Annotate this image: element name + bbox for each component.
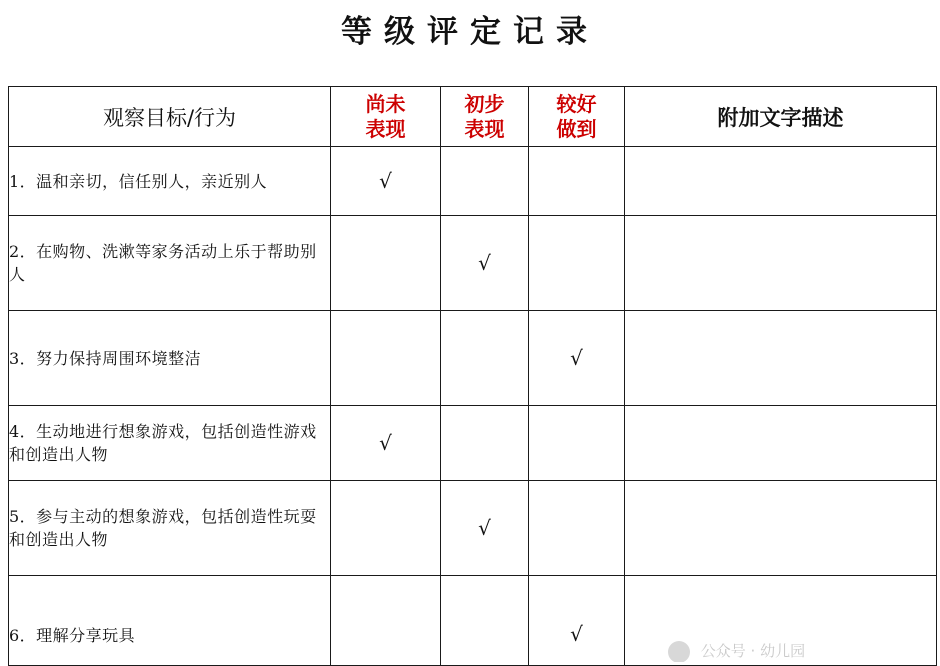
table-row <box>9 481 937 576</box>
level-cell-not-yet[interactable] <box>331 481 441 576</box>
header-row <box>9 87 937 147</box>
table-row <box>9 406 937 481</box>
level-cell-not-yet[interactable] <box>331 576 441 666</box>
check-mark-icon: √ <box>570 622 583 646</box>
level-cell-beginning[interactable] <box>441 481 529 576</box>
level-cell-beginning[interactable] <box>441 406 529 481</box>
check-mark-icon: √ <box>478 251 491 275</box>
behavior-cell: 1．温和亲切，信任别人，亲近别人 <box>9 147 331 216</box>
behavior-cell: 2．在购物、洗漱等家务活动上乐于帮助别人 <box>9 216 331 311</box>
header-level-label: 较好做到 <box>556 91 597 141</box>
behavior-cell: 3．努力保持周围环境整洁 <box>9 311 331 406</box>
behavior-cell: 5．参与主动的想象游戏，包括创造性玩耍和创造出人物 <box>9 481 331 576</box>
header-level-not-yet <box>331 87 441 147</box>
level-cell-beginning[interactable] <box>441 576 529 666</box>
table-row <box>9 311 937 406</box>
behavior-cell: 4．生动地进行想象游戏，包括创造性游戏和创造出人物 <box>9 406 331 481</box>
table-row <box>9 147 937 216</box>
notes-cell[interactable] <box>625 311 937 406</box>
level-cell-well-done[interactable] <box>529 216 625 311</box>
header-behavior: 观察目标/行为 <box>9 87 331 147</box>
check-mark-icon: √ <box>570 346 583 370</box>
check-mark-icon: √ <box>379 169 392 193</box>
level-cell-beginning[interactable] <box>441 311 529 406</box>
level-cell-well-done[interactable] <box>529 481 625 576</box>
header-level-label: 尚未表现 <box>365 91 406 141</box>
level-cell-not-yet[interactable] <box>331 216 441 311</box>
page-title: 等级评定记录 <box>341 14 599 50</box>
notes-cell[interactable] <box>625 216 937 311</box>
level-cell-well-done[interactable] <box>529 576 625 666</box>
notes-cell[interactable] <box>625 147 937 216</box>
level-cell-well-done[interactable] <box>529 406 625 481</box>
rating-table <box>8 86 937 666</box>
header-level-beginning <box>441 87 529 147</box>
check-mark-icon: √ <box>478 516 491 540</box>
behavior-cell: 6．理解分享玩具 <box>9 576 331 666</box>
level-cell-not-yet[interactable] <box>331 147 441 216</box>
table-row <box>9 216 937 311</box>
header-notes: 附加文字描述 <box>625 87 937 147</box>
level-cell-beginning[interactable] <box>441 147 529 216</box>
notes-cell[interactable] <box>625 406 937 481</box>
watermark-text: 公众号 · 幼儿园 <box>700 642 806 660</box>
header-level-label: 初步表现 <box>464 91 505 141</box>
notes-cell[interactable] <box>625 481 937 576</box>
level-cell-not-yet[interactable] <box>331 406 441 481</box>
check-mark-icon: √ <box>379 431 392 455</box>
header-level-well-done <box>529 87 625 147</box>
level-cell-well-done[interactable] <box>529 147 625 216</box>
level-cell-well-done[interactable] <box>529 311 625 406</box>
level-cell-beginning[interactable] <box>441 216 529 311</box>
level-cell-not-yet[interactable] <box>331 311 441 406</box>
